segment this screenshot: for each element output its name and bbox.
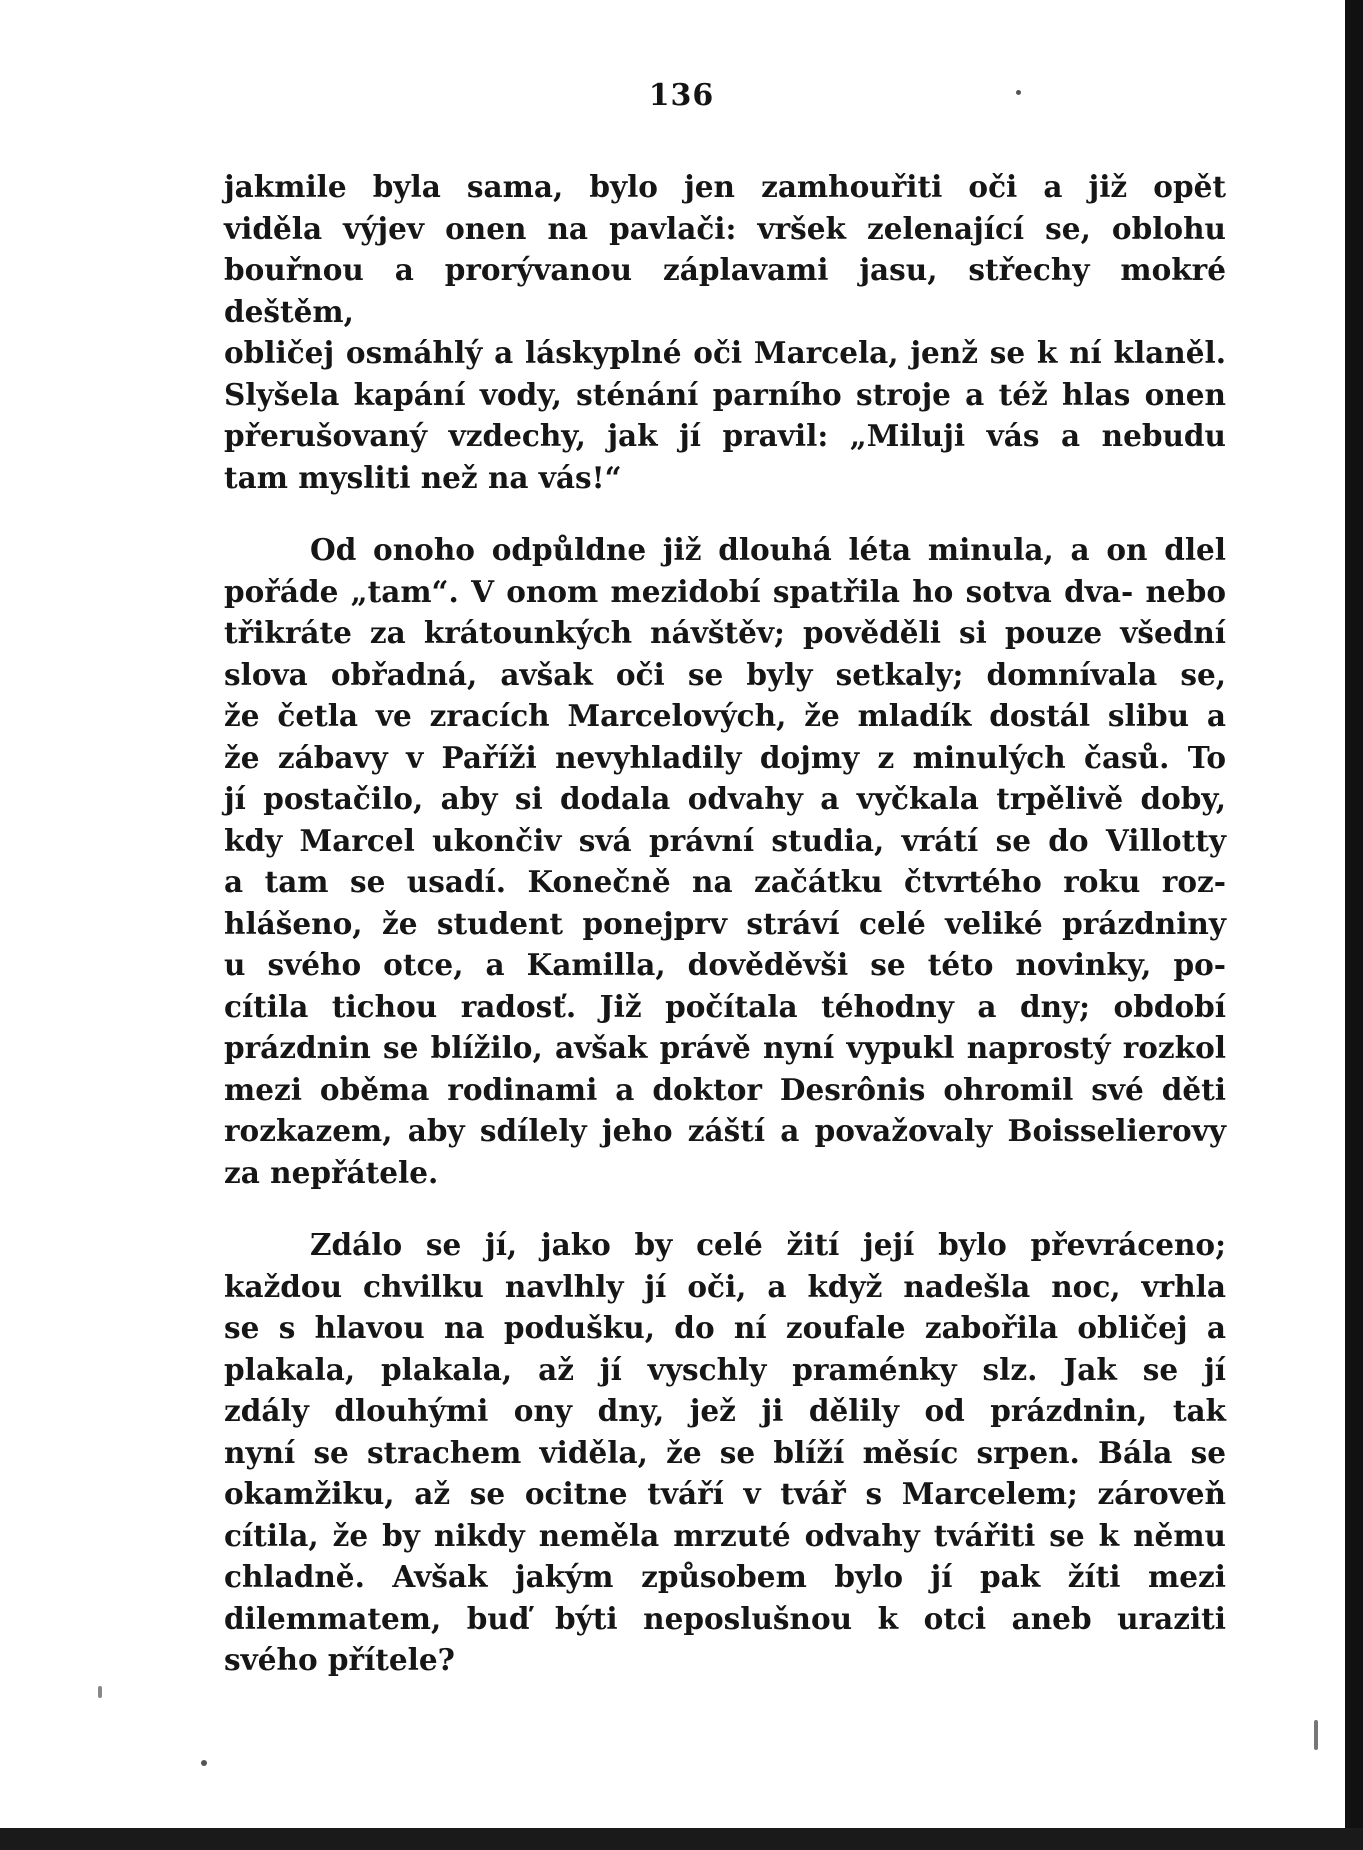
text-line: obličej osmáhlý a láskyplné oči Marcela, jenž se k ní klaněl. [224, 335, 1226, 370]
text-line: každou chvilku navlhly jí oči, a když nadešla noc, vrhla [224, 1268, 1226, 1304]
text-line: za nepřátele. [224, 1154, 439, 1190]
page-text-body [224, 166, 1226, 1681]
page-number: 136 [648, 78, 715, 113]
text-line: chladně. Avšak jakým způsobem bylo jí pak žíti mezi [224, 1559, 1226, 1594]
text-line: jí postačilo, aby si dodala odvahy a vyčkala trpělivě doby, [224, 781, 1226, 816]
text-line: dilemmatem, buď býti neposlušnou k otci aneb uraziti [224, 1600, 1226, 1636]
text-line: nyní se strachem viděla, že se blíží měsíc srpen. Bála se [224, 1434, 1226, 1470]
text-line: cítila tichou radosť. Již počítala téhodny a dny; období [224, 988, 1226, 1024]
text-line: plakala, plakala, až jí vyschly praménky slz. Jak se jí [224, 1351, 1226, 1387]
text-line: jakmile byla sama, bylo jen zamhouřiti oči a již opět [224, 169, 1226, 204]
scan-edge-right [1345, 0, 1363, 1850]
scan-speck [98, 1686, 102, 1698]
text-line: prázdnin se blížilo, avšak právě nyní vypukl naprostý rozkol [224, 1030, 1226, 1065]
text-line: viděla výjev onen na pavlači: vršek zelenající se, oblohu [224, 210, 1226, 246]
text-line: třikráte za krátounkých návštěv; pověděli si pouze všední [224, 615, 1226, 650]
text-line: se s hlavou na podušku, do ní zoufale zabořila obličej a [224, 1310, 1226, 1345]
text-line: kdy Marcel ukončiv svá právní studia, vrátí se do Villotty [224, 822, 1226, 858]
text-line: a tam se usadí. Konečně na začátku čtvrtého roku roz- [224, 864, 1226, 899]
scan-speck [1314, 1720, 1318, 1750]
paragraph [224, 1224, 1226, 1681]
text-line: hlášeno, že student ponejprv stráví celé veliké prázdniny [224, 905, 1226, 941]
scan-speck [201, 1760, 207, 1766]
text-line: rozkazem, aby sdílely jeho záští a považovaly Boisselierovy [224, 1113, 1226, 1148]
text-line: Slyšela kapání vody, sténání parního stroje a též hlas onen [224, 376, 1226, 412]
text-line: slova obřadná, avšak oči se byly setkaly; domnívala se, [224, 656, 1226, 692]
text-line: Zdálo se jí, jako by celé žití její bylo převráceno; [310, 1227, 1226, 1262]
text-line: pořáde „tam“. V onom mezidobí spatřila ho sotva dva- nebo [224, 573, 1226, 609]
text-line: že zábavy v Paříži nevyhladily dojmy z minulých časů. To [224, 739, 1226, 775]
text-line: okamžiku, až se ocitne tváří v tvář s Marcelem; zároveň [224, 1476, 1226, 1511]
text-line: přerušovaný vzdechy, jak jí pravil: „Miluji vás a nebudu [224, 418, 1226, 453]
paragraph [224, 166, 1226, 498]
scan-speck [1016, 90, 1021, 95]
text-line: Od onoho odpůldne již dlouhá léta minula, a on dlel [310, 532, 1226, 567]
text-line: u svého otce, a Kamilla, dověděvši se této novinky, po- [224, 947, 1226, 982]
text-line: svého přítele? [224, 1642, 455, 1677]
text-line: bouřnou a prorývanou záplavami jasu, střechy mokré deštěm, [224, 252, 1226, 329]
text-line: tam mysliti než na vás!“ [224, 459, 622, 495]
scan-edge-bottom [0, 1828, 1363, 1850]
paragraph [224, 529, 1226, 1193]
text-line: mezi oběma rodinami a doktor Desrônis ohromil své děti [224, 1071, 1226, 1107]
text-line: že četla ve zracích Marcelových, že mladík dostál slibu a [224, 698, 1226, 733]
text-line: zdály dlouhými ony dny, jež ji dělily od prázdnin, tak [224, 1393, 1226, 1428]
text-line: cítila, že by nikdy neměla mrzuté odvahy tvářiti se k němu [224, 1517, 1226, 1553]
